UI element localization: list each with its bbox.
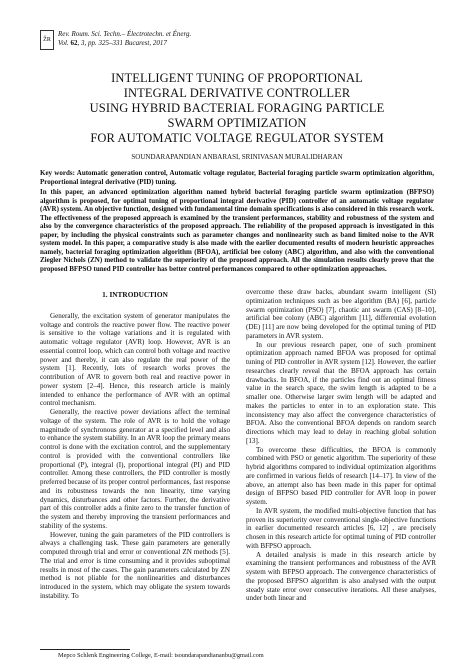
body-paragraph: Generally, the reactive power deviations affect the terminal voltage of the system. The role of AVR is to hold the voltage magnitude of synchronous generator at a specified level and also to enhance the system stability. In an AVR loop the primary means control is done with the excitation control, and the supplementary control is provided with the conventional controllers like proportional (P), integral (I), proportional integral (PI) and PID controller. Among these controllers, the PID controller is mostly preferred because of its proper control performances, fast response and its robustness towards the non linearity, time varying dynamics, disturbances and other factors. Further, the derivative part of this controller adds a finite zero to the transfer function of the system and thereby improving the transient performances and stability of the systems. [40,408,230,530]
journal-logo-text: ŽR [43,37,51,43]
paper-title [40,71,434,146]
body-paragraph: Generally, the excitation system of generator manipulates the voltage and controls the reactive power flow. The reactive power is sensitive to the voltage variations and it is regulated with automatic voltage regulator (AVR) loop. However, AVR is an essential control loop, which can control both voltage and reactive power and thereby, it can also regulate the real power of the system [1]. Recently, lots of research works proves the contribution of AVR to govern both real and reactive power in power system [2–4]. Hence, this research article is mainly intended to enhance the performance of AVR with an optimal control mechanism. [40,311,230,408]
body-paragraph: A detailed analysis is made in this research article by examining the transient performances and robustness of the AVR system with BFPSO approach. The convergence characteristics of the proposed BFPSO algorithm is also analysed with the output steady state error over consecutive iterations. All these analyses, under both linear and [246,550,436,603]
title-line: SWARM OPTIMIZATION [167,116,307,130]
body-paragraph: To overcome these difficulties, the BFOA is commonly combined with PSO or genetic algorithm. The superiority of these hybrid algorithms compared to individual optimization algorithms are confirmed in various fields of research [14–17]. In view of the above, an attempt also has been made in this paper for optimal design of BFPSO based PID controller for AVR loop in power system. [246,445,436,506]
journal-citation [58,30,191,48]
section-heading: 1. INTRODUCTION [102,290,168,299]
journal-volume-line [58,39,191,48]
journal-name: Rev. Roum. Sci. Techn.– Électrotechn. et Énerg. [58,30,192,38]
body-paragraph: overcome these draw backs, abundant swarm intelligent (SI) optimization techniques such as bee algorithm (BA) [6], particle swarm optimization (PSO) [7], chaotic ant swarm (CAS) [8–10], artificial bee colony (ABC) algorithm [11], differential evolution (DE) [11] are now being developed for the optimal tuning of PID parameters in AVR system. [246,288,436,340]
title-line: USING HYBRID BACTERIAL FORAGING PARTICLE [89,101,385,115]
title-line: INTEGRAL DERIVATIVE CONTROLLER [123,86,351,100]
body-paragraph: In AVR system, the modified multi-objective function that has proven its superiority over conventional single-objective functions in earlier documented research articles [6, 12] , are precisely chosen in this research article for optimal tuning of PID controller with BFPSO approach. [246,506,436,550]
volume-issue-pages: , 3, pp. 325–331 Bucarest, 2017 [77,39,167,47]
right-column [246,288,436,603]
journal-logo-icon [40,30,54,50]
volume-label: Vol. [58,39,69,47]
footnote-affiliation: Mepco Schlenk Engineering College, E-mail: tsoundarapandiananbu@gmail.com [58,652,264,659]
title-line: INTELLIGENT TUNING OF PROPORTIONAL [111,71,363,85]
keywords: Key words: Automatic generation control, Automatic voltage regulator, Bacterial foraging particle swarm optimization algorithm, Proportional integral derivative (PID) tuning. [40,169,434,186]
authors: SOUNDARAPANDIAN ANBARASI, SRINIVASAN MURALIDHARAN [131,153,343,161]
journal-header [40,30,191,50]
title-line: FOR AUTOMATIC VOLTAGE REGULATOR SYSTEM [90,131,384,145]
left-column [40,288,230,601]
abstract: In this paper, an advanced optimization algorithm named hybrid bacterial foraging particle swarm optimization (BFPSO) algorithm is proposed, for optimal tuning of proportional integral derivative (PID) controller of an automatic voltage regulator (AVR) system. An objective function, designed with fundamental time domain specifications is also considered in this research work. The effectiveness of the proposed approach is examined by the transient performances, stability and robustness of the system and also by the convergence characteristics of the proposed approach. The reliability of the proposed approach is investigated in this paper, by including the physical constraints such as parameter changes and nonlinearity such as band limited noise to the AVR system model. In this paper, a comparative study is also made with the earlier documented results of modern heuristic approaches namely, bacterial foraging optimization algorithm (BFOA), artificial bee colony (ABC) algorithm, and also with the conventional Ziegler Nichols (ZN) method to validate the superiority of the proposed approach. All the simulation results clearly prove that the proposed BFPSO tuned PID controller has better control performances compared to other optimization approaches. [40,188,434,273]
footnote-divider [40,649,130,650]
body-paragraph: In our previous research paper, one of such prominent optimization approach named BFOA was proposed for optimal tuning of PID controller in AVR system [12]. However, the earlier researches clearly reveal that the BFOA approach has certain drawbacks. In BFOA, if the particles find out an optimal fitness value in the search space, the swim length is adapted to be a smaller one. Otherwise larger swim length will be adapted and makes the particles to enter in to an exploration state. This inconsistency may also affect the convergence characteristics of BFOA. Also the conventional BFOA depends on random search directions which may lead to delay in reaching global solution [13]. [246,340,436,445]
volume-number: 62 [70,39,78,47]
body-paragraph: However, tuning the gain parameters of the PID controllers is always a challenging task. These gain parameters are generally computed through trial and error or conventional ZN methods [5]. The trial and error is time consuming and it provides suboptimal results in most of the cases. The gain parameters calculated by ZN method is not pliable for the nonlinearities and disturbances introduced in the system, which may obligate the system towards instability. To [40,530,230,600]
